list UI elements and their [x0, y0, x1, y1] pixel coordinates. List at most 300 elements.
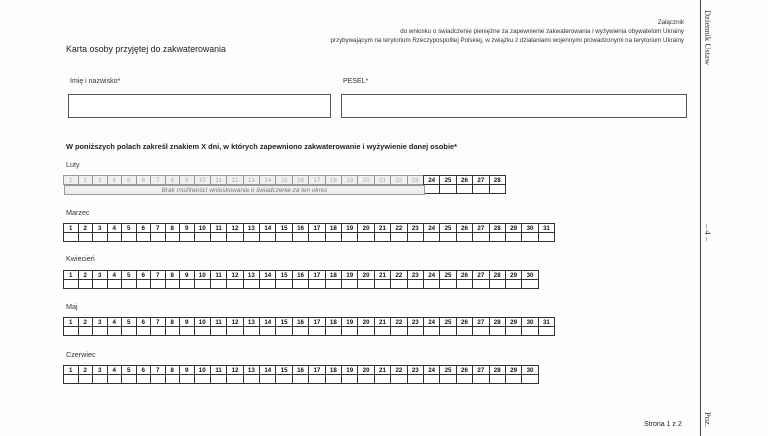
day-number: 1 — [63, 175, 79, 185]
day-checkbox[interactable] — [456, 374, 473, 384]
day-checkbox[interactable] — [456, 232, 473, 242]
day-checkbox-row — [64, 327, 555, 336]
day-number: 11 — [210, 223, 227, 233]
day-number: 5 — [121, 270, 137, 280]
day-number: 22 — [390, 365, 407, 375]
day-checkbox[interactable] — [150, 374, 166, 384]
day-number: 21 — [374, 317, 391, 327]
day-checkbox[interactable] — [292, 326, 309, 336]
day-number: 10 — [194, 270, 211, 280]
day-number: 7 — [150, 317, 166, 327]
day-number: 30 — [521, 270, 538, 280]
day-checkbox[interactable] — [325, 232, 342, 242]
day-number: 7 — [150, 365, 166, 375]
day-number: 18 — [325, 317, 342, 327]
day-number: 29 — [505, 270, 522, 280]
header-line-2: przybywającym na terytorium Rzeczypospolitej Polskiej, w związku z działaniami wojennymi prowadzonymi na terytorium Ukrainy — [330, 37, 684, 44]
day-number: 12 — [226, 223, 243, 233]
day-number: 6 — [136, 365, 152, 375]
header-line-1: do wniosku o świadczenie pieniężne za zapewnienie zakwaterowania i wyżywienia obywatelom Ukrainy — [400, 28, 684, 35]
day-number: 24 — [423, 270, 440, 280]
day-checkbox[interactable] — [179, 326, 195, 336]
day-checkbox[interactable] — [390, 232, 407, 242]
day-checkbox[interactable] — [92, 279, 108, 289]
day-number: 7 — [150, 175, 166, 185]
day-checkbox[interactable] — [179, 279, 195, 289]
instruction-text: W poniższych polach zakreśl znakiem X dni, w których zapewniono zakwaterowanie i wyżywienie danej osobie* — [66, 142, 457, 151]
day-number: 14 — [259, 365, 276, 375]
day-checkbox[interactable] — [325, 326, 342, 336]
day-number: 29 — [505, 365, 522, 375]
day-checkbox[interactable] — [357, 374, 374, 384]
day-number: 14 — [259, 175, 276, 185]
day-checkbox[interactable] — [505, 326, 522, 336]
day-number: 15 — [275, 223, 292, 233]
day-number: 1 — [63, 270, 79, 280]
day-number: 28 — [489, 270, 506, 280]
day-checkbox[interactable] — [521, 326, 538, 336]
day-checkbox[interactable] — [243, 374, 260, 384]
day-number: 23 — [407, 317, 424, 327]
name-label: Imię i nazwisko* — [70, 78, 121, 85]
day-number: 22 — [390, 270, 407, 280]
day-checkbox[interactable] — [275, 279, 292, 289]
month-label: Kwiecień — [66, 254, 95, 263]
day-number: 2 — [78, 365, 94, 375]
day-number: 26 — [456, 270, 473, 280]
day-checkbox[interactable] — [341, 326, 358, 336]
unavailable-note: Brak możliwości wnioskowania o świadczenie za ten okres — [64, 185, 425, 195]
day-checkbox[interactable] — [210, 279, 227, 289]
day-number: 18 — [325, 175, 342, 185]
day-number: 30 — [521, 223, 538, 233]
day-checkbox[interactable] — [179, 232, 195, 242]
month-label: Maj — [66, 302, 78, 311]
day-number: 17 — [308, 223, 325, 233]
day-number: 19 — [341, 175, 358, 185]
day-number: 14 — [259, 270, 276, 280]
day-number: 21 — [374, 223, 391, 233]
day-number: 23 — [407, 175, 424, 185]
day-checkbox[interactable] — [259, 232, 276, 242]
day-checkbox[interactable] — [456, 279, 473, 289]
day-checkbox[interactable] — [107, 374, 123, 384]
day-checkbox[interactable] — [439, 279, 456, 289]
day-number: 11 — [210, 317, 227, 327]
month-label: Czerwiec — [66, 350, 96, 359]
day-checkbox[interactable] — [489, 374, 506, 384]
day-number: 7 — [150, 270, 166, 280]
day-number: 17 — [308, 317, 325, 327]
day-number: 9 — [179, 365, 195, 375]
day-number: 28 — [489, 317, 506, 327]
day-number: 20 — [357, 365, 374, 375]
day-number: 16 — [292, 317, 309, 327]
day-number: 24 — [423, 365, 440, 375]
day-number: 4 — [107, 223, 123, 233]
day-checkbox[interactable] — [210, 232, 227, 242]
day-checkbox[interactable] — [374, 279, 391, 289]
day-number: 15 — [275, 317, 292, 327]
day-checkbox[interactable] — [78, 232, 94, 242]
day-checkbox[interactable] — [150, 232, 166, 242]
day-number: 1 — [63, 365, 79, 375]
day-checkbox[interactable] — [472, 232, 489, 242]
day-number: 20 — [357, 175, 374, 185]
day-checkbox[interactable] — [456, 184, 473, 194]
day-number: 16 — [292, 175, 309, 185]
day-number: 25 — [439, 270, 456, 280]
day-checkbox[interactable] — [275, 374, 292, 384]
day-number: 23 — [407, 365, 424, 375]
day-number: 8 — [165, 317, 181, 327]
day-number: 4 — [107, 365, 123, 375]
day-checkbox[interactable] — [150, 279, 166, 289]
day-checkbox[interactable] — [292, 279, 309, 289]
day-checkbox[interactable] — [439, 184, 456, 194]
day-number: 11 — [210, 175, 227, 185]
day-checkbox[interactable] — [505, 279, 522, 289]
day-checkbox[interactable] — [78, 326, 94, 336]
page-number: Strona 1 z 2 — [644, 421, 682, 428]
name-field[interactable] — [68, 94, 331, 118]
day-number: 19 — [341, 317, 358, 327]
day-checkbox[interactable] — [489, 326, 506, 336]
day-number: 5 — [121, 317, 137, 327]
day-number: 1 — [63, 223, 79, 233]
day-checkbox[interactable] — [439, 374, 456, 384]
day-checkbox[interactable] — [456, 326, 473, 336]
day-checkbox-row — [64, 233, 555, 242]
day-checkbox[interactable] — [472, 374, 489, 384]
day-checkbox[interactable] — [439, 232, 456, 242]
day-number: 13 — [243, 270, 260, 280]
day-number: 18 — [325, 270, 342, 280]
day-checkbox[interactable] — [226, 374, 243, 384]
day-checkbox[interactable] — [407, 374, 424, 384]
day-checkbox[interactable] — [407, 232, 424, 242]
month-grid — [64, 366, 539, 384]
day-number: 12 — [226, 175, 243, 185]
day-number: 30 — [521, 365, 538, 375]
day-number: 14 — [259, 223, 276, 233]
day-checkbox[interactable] — [374, 374, 391, 384]
day-number: 21 — [374, 175, 391, 185]
day-checkbox[interactable] — [92, 232, 108, 242]
day-checkbox[interactable] — [121, 279, 137, 289]
day-number: 21 — [374, 365, 391, 375]
day-number: 9 — [179, 223, 195, 233]
day-number: 20 — [357, 270, 374, 280]
day-number: 25 — [439, 317, 456, 327]
day-checkbox[interactable] — [325, 374, 342, 384]
month-grid — [64, 224, 555, 242]
day-checkbox[interactable] — [505, 232, 522, 242]
day-checkbox[interactable] — [63, 374, 79, 384]
day-checkbox[interactable] — [374, 326, 391, 336]
day-checkbox[interactable] — [63, 326, 79, 336]
day-checkbox[interactable] — [150, 326, 166, 336]
day-number: 13 — [243, 317, 260, 327]
day-number: 31 — [538, 223, 555, 233]
day-checkbox[interactable] — [407, 326, 424, 336]
day-number: 3 — [92, 317, 108, 327]
margin-line — [700, 0, 701, 436]
month-grid — [64, 318, 555, 336]
day-checkbox[interactable] — [423, 279, 440, 289]
day-checkbox[interactable] — [275, 326, 292, 336]
day-number: 16 — [292, 365, 309, 375]
day-checkbox[interactable] — [538, 232, 555, 242]
day-number: 22 — [390, 317, 407, 327]
day-checkbox[interactable] — [521, 232, 538, 242]
day-number: 1 — [63, 317, 79, 327]
day-number: 5 — [121, 365, 137, 375]
day-checkbox[interactable] — [308, 326, 325, 336]
day-checkbox[interactable] — [341, 374, 358, 384]
day-checkbox[interactable] — [357, 232, 374, 242]
day-number: 25 — [439, 223, 456, 233]
month-label: Luty — [66, 160, 80, 169]
day-checkbox[interactable] — [292, 374, 309, 384]
day-checkbox[interactable] — [136, 374, 152, 384]
journal-name: Dziennik Ustaw — [703, 10, 713, 66]
day-checkbox[interactable] — [226, 232, 243, 242]
day-checkbox[interactable] — [472, 279, 489, 289]
day-checkbox[interactable] — [259, 326, 276, 336]
day-checkbox[interactable] — [489, 184, 506, 194]
day-number: 11 — [210, 270, 227, 280]
day-checkbox[interactable] — [63, 232, 79, 242]
day-checkbox[interactable] — [489, 232, 506, 242]
day-number: 22 — [390, 175, 407, 185]
day-checkbox[interactable] — [357, 326, 374, 336]
day-number: 24 — [423, 317, 440, 327]
day-checkbox[interactable] — [165, 326, 181, 336]
day-number: 2 — [78, 270, 94, 280]
day-checkbox[interactable] — [390, 374, 407, 384]
day-number: 12 — [226, 365, 243, 375]
day-checkbox[interactable] — [194, 374, 211, 384]
day-checkbox[interactable] — [194, 232, 211, 242]
day-number: 19 — [341, 365, 358, 375]
day-checkbox[interactable] — [107, 326, 123, 336]
day-number: 3 — [92, 175, 108, 185]
day-number: 12 — [226, 270, 243, 280]
day-number: 2 — [78, 317, 94, 327]
day-checkbox[interactable] — [226, 279, 243, 289]
pesel-field[interactable] — [341, 94, 687, 118]
day-number: 19 — [341, 223, 358, 233]
day-checkbox[interactable] — [92, 374, 108, 384]
day-number: 17 — [308, 175, 325, 185]
day-number: 15 — [275, 270, 292, 280]
day-number: 15 — [275, 365, 292, 375]
day-number: 24 — [423, 175, 440, 185]
day-checkbox[interactable] — [136, 232, 152, 242]
day-number: 18 — [325, 365, 342, 375]
day-checkbox[interactable] — [374, 232, 391, 242]
day-number: 27 — [472, 365, 489, 375]
day-checkbox-row — [64, 280, 539, 289]
day-checkbox[interactable] — [107, 279, 123, 289]
day-checkbox[interactable] — [472, 326, 489, 336]
day-number: 4 — [107, 270, 123, 280]
day-number: 15 — [275, 175, 292, 185]
day-number: 29 — [505, 317, 522, 327]
pesel-label: PESEL* — [343, 78, 369, 85]
day-checkbox[interactable] — [165, 279, 181, 289]
day-number: 17 — [308, 365, 325, 375]
day-checkbox[interactable] — [243, 326, 260, 336]
day-number: 4 — [107, 317, 123, 327]
page-marker: – 4 – — [703, 224, 713, 241]
day-checkbox[interactable] — [78, 279, 94, 289]
day-number: 13 — [243, 365, 260, 375]
form-title: Karta osoby przyjętej do zakwaterowania — [66, 44, 226, 54]
day-number: 28 — [489, 223, 506, 233]
day-checkbox[interactable] — [538, 326, 555, 336]
day-number: 8 — [165, 223, 181, 233]
day-checkbox[interactable] — [292, 232, 309, 242]
day-checkbox[interactable] — [226, 326, 243, 336]
day-number: 10 — [194, 223, 211, 233]
day-number: 3 — [92, 223, 108, 233]
day-number: 20 — [357, 317, 374, 327]
day-number: 27 — [472, 270, 489, 280]
day-number: 6 — [136, 317, 152, 327]
day-number: 10 — [194, 175, 211, 185]
day-number: 4 — [107, 175, 123, 185]
day-checkbox[interactable] — [423, 232, 440, 242]
day-checkbox[interactable] — [63, 279, 79, 289]
day-number: 11 — [210, 365, 227, 375]
day-checkbox[interactable] — [121, 374, 137, 384]
day-number: 23 — [407, 270, 424, 280]
day-checkbox[interactable] — [308, 374, 325, 384]
day-checkbox[interactable] — [259, 279, 276, 289]
day-number: 6 — [136, 223, 152, 233]
day-checkbox[interactable] — [136, 326, 152, 336]
day-checkbox-row — [64, 375, 539, 384]
month-label: Marzec — [66, 208, 90, 217]
day-number: 26 — [456, 317, 473, 327]
day-checkbox[interactable] — [390, 279, 407, 289]
day-number: 17 — [308, 270, 325, 280]
day-number: 26 — [456, 223, 473, 233]
day-checkbox[interactable] — [341, 279, 358, 289]
day-checkbox[interactable] — [92, 326, 108, 336]
day-number: 26 — [456, 365, 473, 375]
day-number: 5 — [121, 175, 137, 185]
day-checkbox[interactable] — [243, 279, 260, 289]
day-number: 6 — [136, 270, 152, 280]
day-number: 21 — [374, 270, 391, 280]
day-number: 5 — [121, 223, 137, 233]
day-number: 13 — [243, 175, 260, 185]
day-checkbox[interactable] — [194, 326, 211, 336]
day-number: 24 — [423, 223, 440, 233]
day-checkbox[interactable] — [308, 232, 325, 242]
day-checkbox[interactable] — [423, 374, 440, 384]
day-number: 2 — [78, 223, 94, 233]
day-checkbox[interactable] — [423, 326, 440, 336]
day-checkbox[interactable] — [390, 326, 407, 336]
day-checkbox[interactable] — [165, 232, 181, 242]
day-checkbox[interactable] — [357, 279, 374, 289]
day-number: 27 — [472, 317, 489, 327]
day-number: 16 — [292, 270, 309, 280]
day-number: 27 — [472, 175, 489, 185]
day-number: 14 — [259, 317, 276, 327]
day-number: 8 — [165, 175, 181, 185]
day-checkbox[interactable] — [165, 374, 181, 384]
day-number: 31 — [538, 317, 555, 327]
day-number: 2 — [78, 175, 94, 185]
item-label: Poz. — [703, 412, 713, 427]
day-checkbox[interactable] — [210, 374, 227, 384]
day-checkbox[interactable] — [179, 374, 195, 384]
day-checkbox[interactable] — [194, 279, 211, 289]
day-number: 28 — [489, 175, 506, 185]
day-checkbox[interactable] — [341, 232, 358, 242]
day-number: 9 — [179, 317, 195, 327]
day-number: 26 — [456, 175, 473, 185]
day-number: 3 — [92, 365, 108, 375]
day-number: 9 — [179, 175, 195, 185]
day-checkbox[interactable] — [107, 232, 123, 242]
day-checkbox[interactable] — [325, 279, 342, 289]
day-number: 19 — [341, 270, 358, 280]
day-number: 27 — [472, 223, 489, 233]
day-number: 10 — [194, 317, 211, 327]
day-checkbox[interactable] — [521, 279, 538, 289]
day-number: 12 — [226, 317, 243, 327]
day-number: 10 — [194, 365, 211, 375]
day-number: 6 — [136, 175, 152, 185]
day-checkbox[interactable] — [505, 374, 522, 384]
day-number: 29 — [505, 223, 522, 233]
day-checkbox[interactable] — [243, 232, 260, 242]
day-number: 8 — [165, 270, 181, 280]
day-checkbox[interactable] — [121, 326, 137, 336]
day-number: 25 — [439, 175, 456, 185]
day-checkbox[interactable] — [439, 326, 456, 336]
day-checkbox[interactable] — [423, 184, 440, 194]
day-number: 18 — [325, 223, 342, 233]
attachment-label: Załącznik — [657, 19, 684, 26]
day-number: 25 — [439, 365, 456, 375]
day-number: 20 — [357, 223, 374, 233]
day-checkbox[interactable] — [521, 374, 538, 384]
day-checkbox[interactable] — [210, 326, 227, 336]
month-grid — [64, 271, 539, 289]
day-checkbox[interactable] — [78, 374, 94, 384]
day-checkbox[interactable] — [308, 279, 325, 289]
day-number: 3 — [92, 270, 108, 280]
day-number: 30 — [521, 317, 538, 327]
day-checkbox[interactable] — [407, 279, 424, 289]
day-number: 28 — [489, 365, 506, 375]
day-checkbox[interactable] — [136, 279, 152, 289]
day-checkbox[interactable] — [275, 232, 292, 242]
day-checkbox[interactable] — [259, 374, 276, 384]
day-number: 7 — [150, 223, 166, 233]
day-number: 23 — [407, 223, 424, 233]
day-checkbox[interactable] — [489, 279, 506, 289]
day-checkbox[interactable] — [472, 184, 489, 194]
day-checkbox[interactable] — [121, 232, 137, 242]
